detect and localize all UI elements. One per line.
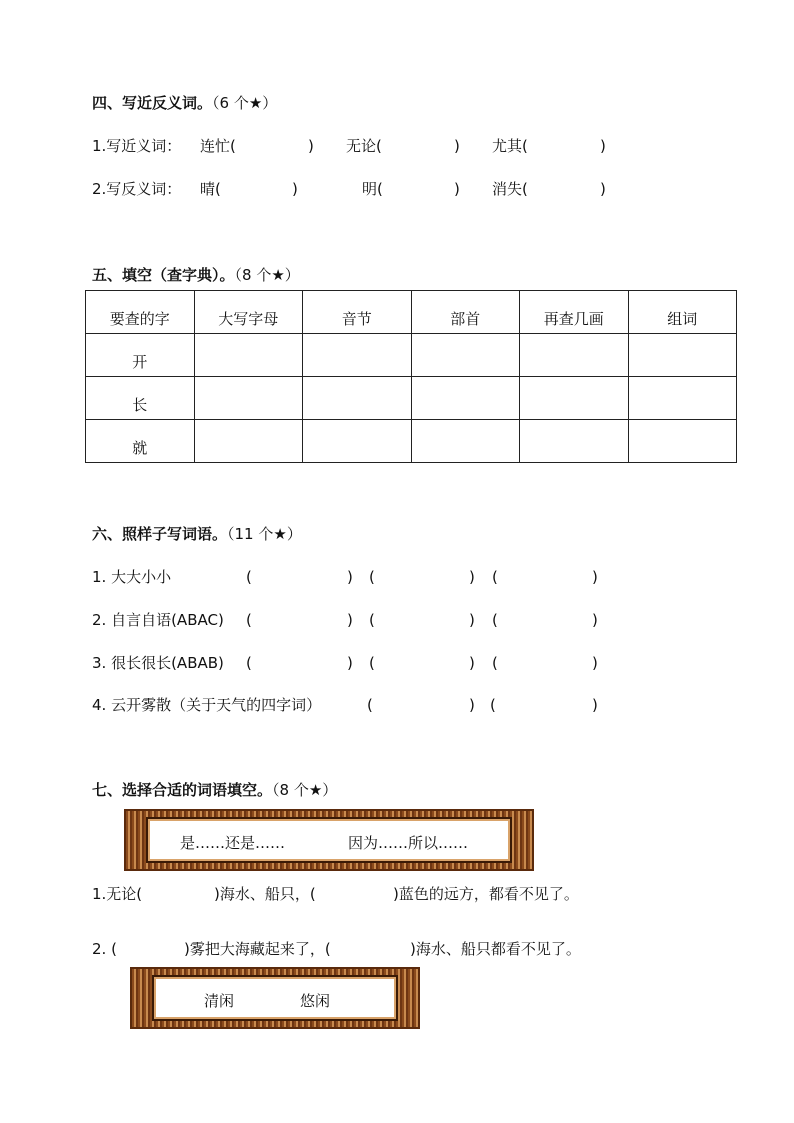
- blank-close: ): [469, 611, 475, 629]
- blank-close: ): [592, 696, 598, 714]
- section-7-heading: [92, 779, 337, 800]
- answer-cell[interactable]: [628, 377, 737, 420]
- synonym-word-3: 尤其(: [492, 137, 528, 155]
- pattern-label: 2. 自言自语(ABAC): [92, 611, 224, 629]
- blank-close: ): [592, 568, 598, 586]
- section-5-points: （8 个★）: [234, 266, 300, 284]
- header-cell-strokes: 再查几画: [520, 291, 629, 334]
- blank-close: ): [592, 611, 598, 629]
- pattern-label: 4. 云开雾散（关于天气的四字词）: [92, 696, 322, 714]
- blank-open: (: [369, 654, 375, 672]
- synonym-word-1: 连忙(: [200, 137, 236, 155]
- blank-open: (: [369, 568, 375, 586]
- header-cell-char: 要查的字: [86, 291, 195, 334]
- answer-cell[interactable]: [194, 377, 303, 420]
- choice-word-3: 清闲: [204, 992, 235, 1010]
- row-char: 开: [86, 334, 195, 377]
- blank-open: (: [369, 611, 375, 629]
- answer-cell[interactable]: [520, 420, 629, 463]
- section-7-title: 七、选择合适的词语填空。: [92, 781, 273, 799]
- antonym-word-1: 晴(: [200, 180, 221, 198]
- answer-cell[interactable]: [411, 377, 520, 420]
- antonym-blank-1-close: ): [292, 180, 298, 198]
- word-choice-box-1: [124, 809, 534, 871]
- header-cell-radical: 部首: [411, 291, 520, 334]
- section-5-title: 五、填空（查字典）。: [92, 266, 235, 284]
- synonym-blank-3-close: ): [600, 137, 606, 155]
- choice-word-2: 因为……所以……: [348, 834, 469, 852]
- pattern-label: 1. 大大小小: [92, 568, 172, 586]
- section-6-heading: [92, 523, 302, 544]
- choice-word-4: 悠闲: [300, 992, 331, 1010]
- section-5-heading: [92, 264, 300, 285]
- answer-cell[interactable]: [303, 334, 412, 377]
- dictionary-table: [85, 290, 737, 463]
- antonym-word-2: 明(: [362, 180, 383, 198]
- antonym-blank-3-close: ): [600, 180, 606, 198]
- blank-open: (: [246, 611, 252, 629]
- synonym-word-2: 无论(: [346, 137, 382, 155]
- blank-close: ): [469, 696, 475, 714]
- answer-cell[interactable]: [628, 420, 737, 463]
- section-7-points: （8 个★）: [272, 781, 338, 799]
- blank-open: (: [492, 611, 498, 629]
- choice-word-1: 是……还是……: [180, 834, 286, 852]
- answer-cell[interactable]: [411, 334, 520, 377]
- synonym-blank-1-close: ): [308, 137, 314, 155]
- blank-open: (: [367, 696, 373, 714]
- header-cell-syllable: 音节: [303, 291, 412, 334]
- blank-close: ): [347, 568, 353, 586]
- synonym-label: 1.写近义词：: [92, 137, 182, 155]
- pattern-label: 3. 很长很长(ABAB): [92, 654, 224, 672]
- header-cell-capital: 大写字母: [194, 291, 303, 334]
- section-4-heading: [92, 92, 277, 113]
- word-choice-box-2-inner: [152, 975, 398, 1021]
- q2-part-b: )雾把大海藏起来了，(: [184, 940, 331, 958]
- row-char: 就: [86, 420, 195, 463]
- answer-cell[interactable]: [194, 334, 303, 377]
- table-row: [86, 377, 737, 420]
- blank-close: ): [347, 654, 353, 672]
- answer-cell[interactable]: [411, 420, 520, 463]
- table-header-row: [86, 291, 737, 334]
- blank-open: (: [246, 568, 252, 586]
- q2-part-a: 2. (: [92, 940, 117, 958]
- blank-open: (: [492, 568, 498, 586]
- q1-part-a: 1.无论(: [92, 885, 143, 903]
- answer-cell[interactable]: [520, 377, 629, 420]
- q1-part-b: )海水、船只，(: [214, 885, 316, 903]
- answer-cell[interactable]: [194, 420, 303, 463]
- synonym-blank-2-close: ): [454, 137, 460, 155]
- blank-open: (: [490, 696, 496, 714]
- answer-cell[interactable]: [628, 334, 737, 377]
- blank-open: (: [492, 654, 498, 672]
- answer-cell[interactable]: [303, 377, 412, 420]
- table-row: [86, 420, 737, 463]
- antonym-label: 2.写反义词：: [92, 180, 182, 198]
- word-choice-box-2: [130, 967, 420, 1029]
- q2-part-c: )海水、船只都看不见了。: [410, 940, 581, 958]
- section-6-points: （11 个★）: [227, 525, 302, 543]
- answer-cell[interactable]: [520, 334, 629, 377]
- section-4-title: 四、写近反义词。: [92, 94, 213, 112]
- blank-open: (: [246, 654, 252, 672]
- section-4-points: （6 个★）: [212, 94, 278, 112]
- q1-part-c: )蓝色的远方，都看不见了。: [393, 885, 579, 903]
- blank-close: ): [469, 568, 475, 586]
- blank-close: ): [347, 611, 353, 629]
- header-cell-words: 组词: [628, 291, 737, 334]
- answer-cell[interactable]: [303, 420, 412, 463]
- blank-close: ): [592, 654, 598, 672]
- table-row: [86, 334, 737, 377]
- row-char: 长: [86, 377, 195, 420]
- section-6-title: 六、照样子写词语。: [92, 525, 228, 543]
- antonym-word-3: 消失(: [492, 180, 528, 198]
- antonym-blank-2-close: ): [454, 180, 460, 198]
- blank-close: ): [469, 654, 475, 672]
